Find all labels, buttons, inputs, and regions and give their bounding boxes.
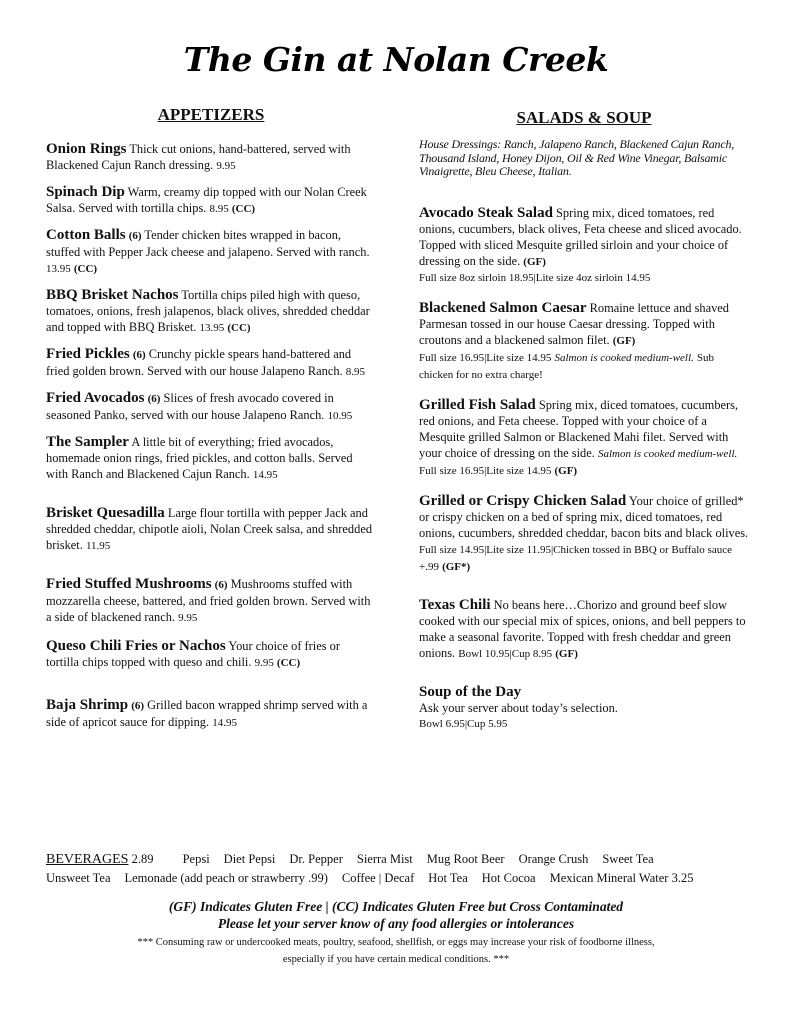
item-quantity: (6) xyxy=(147,393,161,405)
appetizer-item xyxy=(46,227,376,277)
beverage-item: Unsweet Tea xyxy=(46,871,111,885)
beverage-item: Sweet Tea xyxy=(602,852,654,866)
item-description: Ask your server about today’s selection. xyxy=(419,700,618,715)
item-name: Onion Rings xyxy=(46,141,127,157)
item-description: Warm, creamy dip topped with our Nolan Creek Salsa. Served with tortilla chips. xyxy=(46,185,367,215)
item-name: Texas Chili xyxy=(419,596,491,613)
item-tag: (GF) xyxy=(554,464,578,477)
item-quantity: (6) xyxy=(128,230,142,242)
item-name: Baja Shrimp xyxy=(46,697,129,713)
beverage-line-2 xyxy=(46,869,766,887)
item-note: Salmon is cooked medium-well. xyxy=(554,351,694,364)
appetizer-item xyxy=(46,434,376,483)
item-description: Crunchy pickle spears hand-battered and fried golden brown. Served with our house Jalapeno Ranch. xyxy=(46,347,352,378)
salad-item xyxy=(419,597,749,662)
item-description: Mushrooms stuffed with mozzarella cheese, battered, and fried golden brown. Served with a side of blackened ranch. xyxy=(46,577,371,624)
item-tag: (GF*) xyxy=(442,560,471,573)
salads-section xyxy=(419,108,749,732)
item-description: Tender chicken bites wrapped in bacon, stuffed with Pepper Jack cheese and jalapeno. Served with ranch. xyxy=(46,228,370,259)
allergy-notice: Please let your server know of any food allergies or intolerances xyxy=(217,916,575,931)
item-name: Soup of the Day xyxy=(419,683,522,700)
item-price: 8.95 xyxy=(209,203,229,215)
item-description: Grilled bacon wrapped shrimp served with a side of apricot sauce for dipping. xyxy=(46,698,368,729)
appetizer-item xyxy=(46,287,376,336)
appetizer-item xyxy=(46,390,376,424)
item-name: Blackened Salmon Caesar xyxy=(419,299,587,316)
item-description: Spring mix, diced tomatoes, cucumbers, red onions, and Feta cheese. Topped with your choice of a Mesquite grilled Salmon or Blackened Mahi filet. Served with your choice of dressing on the side. xyxy=(419,397,739,460)
item-name: Spinach Dip xyxy=(46,184,125,200)
item-tag: (CC) xyxy=(276,657,301,669)
appetizer-list xyxy=(46,141,376,731)
item-description: Tortilla chips piled high with queso, tomatoes, onions, fresh jalapenos, black olives, shredded cheddar and topped with BBQ Brisket. xyxy=(46,288,370,334)
salad-item xyxy=(419,300,749,383)
house-dressings: House Dressings: Ranch, Jalapeno Ranch, Blackened Cajun Ranch, Thousand Island, Honey Dijon, Oil & Red Wine Vinegar, Balsamic Vinaigrette, Bleu Cheese, Italian. xyxy=(419,137,735,178)
item-description: Thick cut onions, hand-battered, served with Blackened Cajun Ranch dressing. xyxy=(46,142,351,172)
restaurant-title: The Gin at Nolan Creek xyxy=(183,40,609,79)
beverage-item: Coffee | Decaf xyxy=(341,871,415,885)
item-price: 9.95 xyxy=(178,612,198,624)
footer xyxy=(0,898,792,968)
item-description: Your choice of fries or tortilla chips topped with queso and chili. xyxy=(46,639,340,669)
item-price: 14.95 xyxy=(212,717,237,729)
beverage-item: Pepsi xyxy=(182,852,210,866)
appetizer-item xyxy=(46,638,376,671)
beverage-item: Diet Pepsi xyxy=(223,852,276,866)
item-tag: (GF) xyxy=(612,334,636,347)
item-price: 10.95 xyxy=(327,410,353,422)
item-sizes: Full size 16.95|Lite size 14.95 xyxy=(419,351,552,364)
item-name: Queso Chili Fries or Nachos xyxy=(46,638,226,654)
beverage-item: Orange Crush xyxy=(518,852,589,866)
appetizers-heading: APPETIZERS xyxy=(157,105,265,124)
item-name: Grilled or Crispy Chicken Salad xyxy=(419,492,627,509)
beverage-item: Hot Tea xyxy=(428,871,468,885)
item-name: Cotton Balls xyxy=(46,227,126,243)
warning-line-2: especially if you have certain medical conditions. *** xyxy=(282,954,510,965)
beverages-price: 2.89 xyxy=(131,852,154,866)
item-quantity: (6) xyxy=(214,579,228,591)
salads-heading: SALADS & SOUP xyxy=(516,108,652,127)
salad-item xyxy=(419,397,749,479)
appetizer-item xyxy=(46,184,376,217)
item-sizes: Bowl 6.95|Cup 5.95 xyxy=(419,717,508,730)
item-sizes: Bowl 10.95|Cup 8.95 xyxy=(458,647,553,660)
appetizers-section xyxy=(46,105,376,731)
beverage-item: Hot Cocoa xyxy=(481,871,536,885)
item-description: Large flour tortilla with pepper Jack and shredded cheddar, chipotle aioli, Nolan Creek salsa, and shredded brisket. xyxy=(46,506,373,552)
item-price: 9.95 xyxy=(216,160,236,172)
item-tag: (GF) xyxy=(555,647,578,660)
item-description: Romaine lettuce and shaved Parmesan tossed in our house Caesar dressing. Topped with croutons and a blackened salmon filet. xyxy=(419,300,729,347)
beverage-line-1 xyxy=(46,850,766,869)
item-name: Brisket Quesadilla xyxy=(46,505,165,521)
item-name: Fried Stuffed Mushrooms xyxy=(46,576,212,592)
item-name: Fried Pickles xyxy=(46,346,130,362)
item-quantity: (6) xyxy=(132,349,146,361)
item-description: Your choice of grilled* or crispy chicken on a bed of spring mix, diced tomatoes, red onions, cucumbers, shredded cheddar, bacon bits and black olives. xyxy=(419,493,749,540)
gluten-legend: (GF) Indicates Gluten Free | (CC) Indicates Gluten Free but Cross Contaminated xyxy=(168,899,624,914)
beverage-item: Dr. Pepper xyxy=(289,852,343,866)
warning-line-1: *** Consuming raw or undercooked meats, poultry, seafood, shellfish, or eggs may increase your risk of foodborne illness, xyxy=(137,937,655,948)
item-price: 8.95 xyxy=(345,366,365,378)
appetizer-item xyxy=(46,697,376,731)
item-tag: (CC) xyxy=(73,263,98,275)
item-price: 14.95 xyxy=(252,469,278,481)
item-description: No beans here…Chorizo and ground beef slow cooked with our special mix of spices, onions, and bell peppers to make a seasonal favorite. Topped with fresh cheddar and green onions. xyxy=(419,597,746,660)
salad-list xyxy=(419,205,749,732)
item-note-tail: Full size 16.95|Lite size 14.95 xyxy=(419,464,552,477)
item-tag: (CC) xyxy=(231,203,256,215)
item-note-tail: Sub chicken for no extra charge! xyxy=(419,351,715,381)
item-name: Grilled Fish Salad xyxy=(419,396,536,413)
item-name: BBQ Brisket Nachos xyxy=(46,287,179,303)
item-description: A little bit of everything; fried avocados, homemade onion rings, fried pickles, and cotton balls. Served with Ranch and Blackened Cajun Ranch. xyxy=(46,435,353,481)
item-name: Avocado Steak Salad xyxy=(419,204,553,221)
appetizer-item xyxy=(46,505,376,554)
salad-item xyxy=(419,205,749,286)
item-tag: (GF) xyxy=(523,255,546,268)
salad-item xyxy=(419,684,749,732)
item-name: The Sampler xyxy=(46,434,129,450)
item-sizes: Full size 14.95|Lite size 11.95|Chicken tossed in BBQ or Buffalo sauce +.99 xyxy=(419,543,732,573)
beverage-item: Lemonade (add peach or strawberry .99) xyxy=(124,871,328,885)
item-quantity: (6) xyxy=(131,700,145,712)
appetizer-item xyxy=(46,346,376,380)
appetizer-item xyxy=(46,141,376,174)
item-price: 13.95 xyxy=(199,322,225,334)
beverage-item: Mexican Mineral Water 3.25 xyxy=(549,871,694,885)
item-note: Salmon is cooked medium-well. xyxy=(597,447,738,460)
appetizer-item xyxy=(46,576,376,626)
beverage-item: Mug Root Beer xyxy=(426,852,505,866)
item-tag: (CC) xyxy=(227,322,251,334)
beverages-title: BEVERAGES xyxy=(46,852,129,867)
item-name: Fried Avocados xyxy=(46,390,145,406)
item-price: 9.95 xyxy=(254,657,274,669)
beverage-item: Sierra Mist xyxy=(356,852,413,866)
item-price: 11.95 xyxy=(85,540,111,552)
item-price: 13.95 xyxy=(46,263,71,275)
item-description: Spring mix, diced tomatoes, red onions, cucumbers, black olives, Feta cheese and sliced avocado. Topped with sliced Mesquite grilled sirloin and your choice of dressing on the side. xyxy=(419,205,742,268)
foodborne-warning xyxy=(0,934,792,968)
salad-item xyxy=(419,493,749,575)
beverages-section xyxy=(46,850,766,887)
item-sizes: Full size 8oz sirloin 18.95|Lite size 4oz sirloin 14.95 xyxy=(419,271,651,284)
item-description: Slices of fresh avocado covered in seasoned Panko, served with our house Jalapeno Ranch. xyxy=(46,391,334,422)
